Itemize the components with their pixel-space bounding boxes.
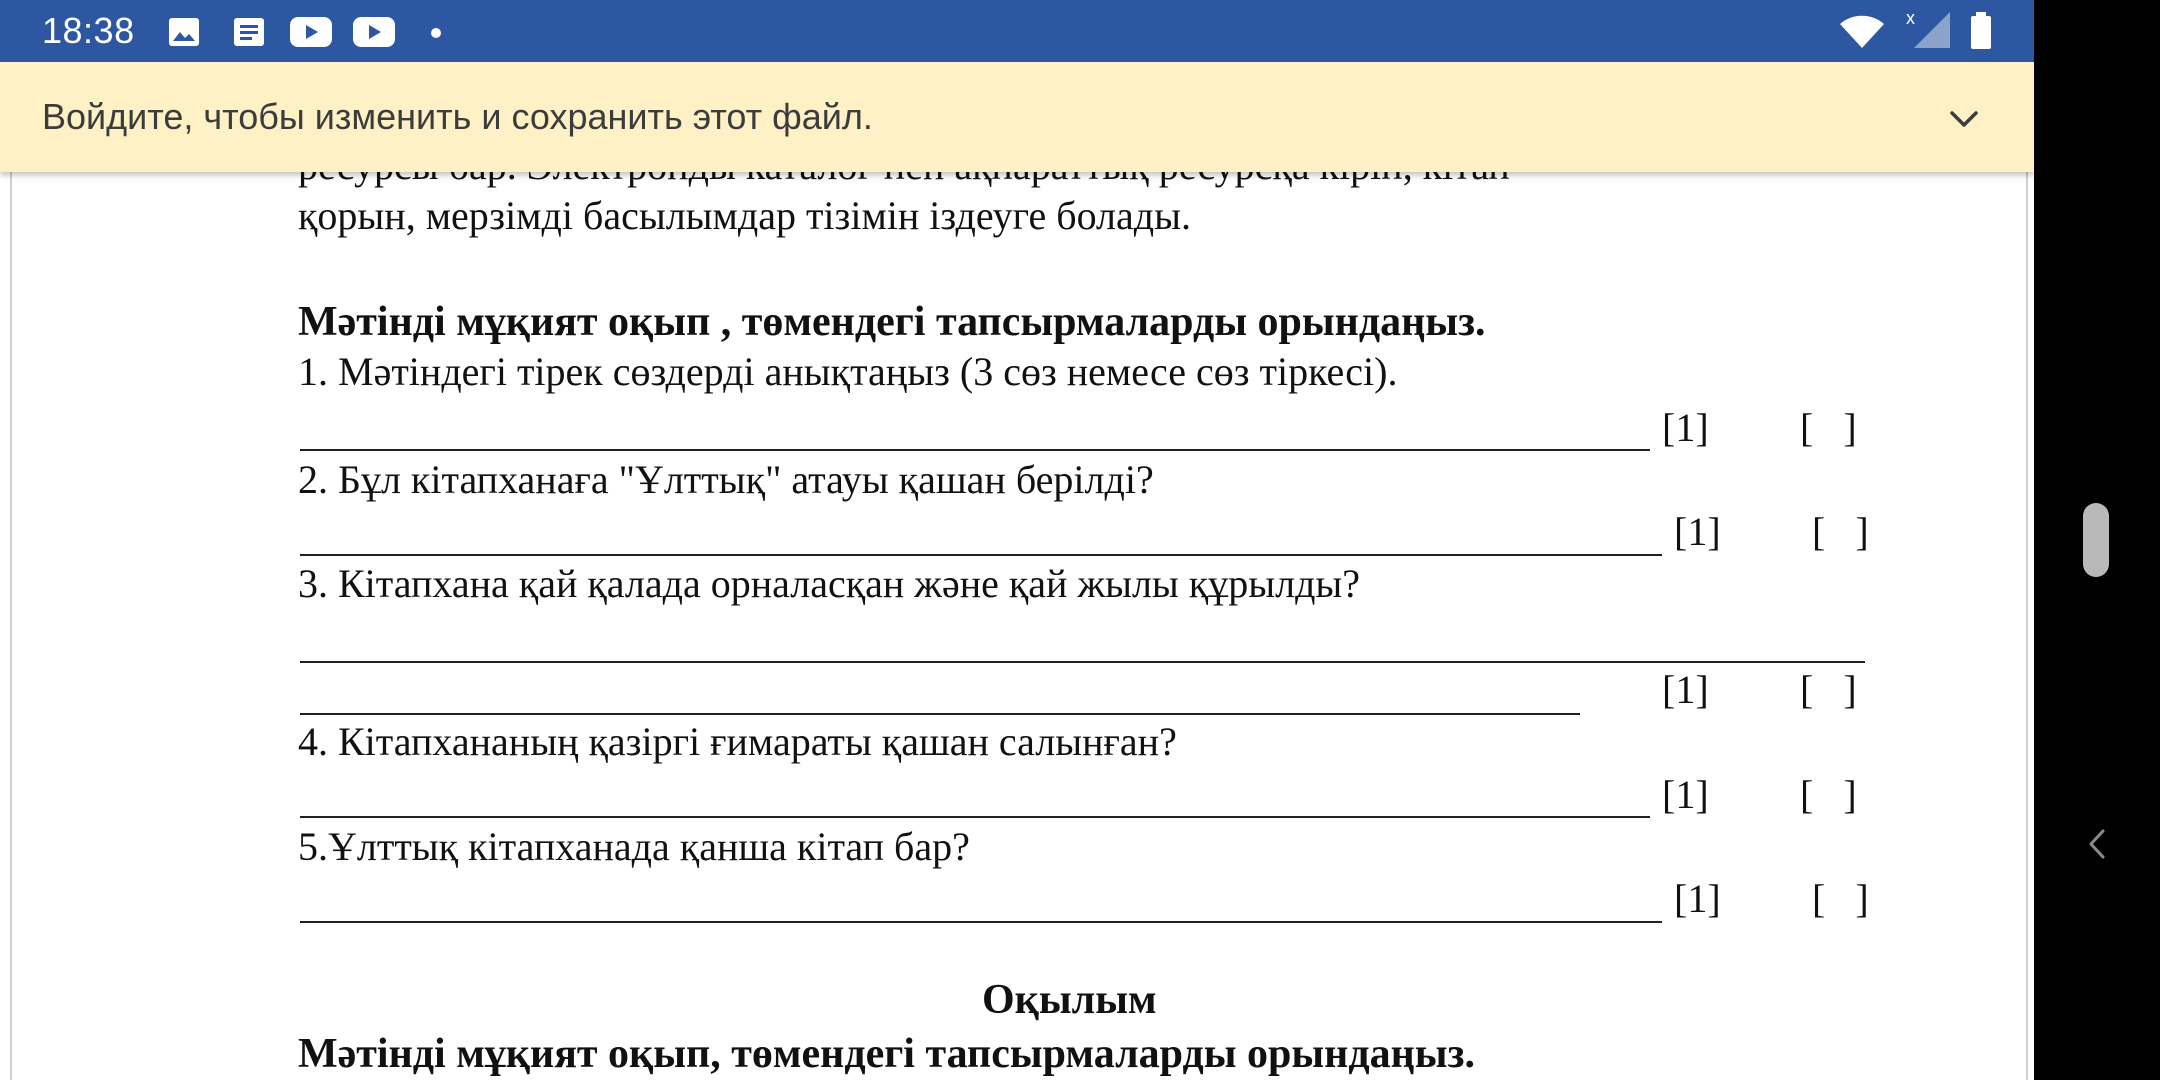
mark-label: [1] xyxy=(1674,876,1721,921)
dot-icon xyxy=(430,26,442,44)
mark-label: [1] xyxy=(1662,772,1709,817)
svg-text:x: x xyxy=(1906,8,1915,28)
youtube-icon xyxy=(353,17,395,52)
score-box: [ ] xyxy=(1800,772,1857,817)
youtube-icon xyxy=(290,17,332,52)
question-4: 4. Кітапхананың қазіргі ғимараты қашан салынған? xyxy=(298,719,1177,764)
chevron-down-icon[interactable] xyxy=(1944,99,1984,139)
score-box: [ ] xyxy=(1812,509,1869,554)
answer-line[interactable] xyxy=(300,921,1662,923)
chevron-left-icon[interactable] xyxy=(2088,828,2106,865)
answer-line[interactable] xyxy=(300,449,1650,451)
sign-in-banner[interactable] xyxy=(0,62,2034,172)
instruction-heading: Мәтінді мұқият оқып , төмендегі тапсырмаларды орындаңыз. xyxy=(298,299,1486,345)
section-title: Оқылым xyxy=(982,977,1157,1023)
mark-label: [1] xyxy=(1674,509,1721,554)
section-instruction: Мәтінді мұқият оқып, төмендегі тапсырмаларды орындаңыз. xyxy=(298,1031,1475,1077)
score-box: [ ] xyxy=(1800,667,1857,712)
wifi-icon xyxy=(1838,14,1886,55)
status-bar xyxy=(0,0,2034,62)
answer-line[interactable] xyxy=(300,713,1580,715)
question-2: 2. Бұл кітапханаға "Ұлттық" атауы қашан берілді? xyxy=(298,457,1154,502)
paragraph-end: қорын, мерзімді басылымдар тізімін іздеуге болады. xyxy=(298,193,1191,238)
mark-label: [1] xyxy=(1662,667,1709,712)
status-time: 18:38 xyxy=(42,10,135,51)
question-1: 1. Мәтіндегі тірек сөздерді анықтаңыз (3 сөз немесе сөз тіркесі). xyxy=(298,349,1398,394)
signal-icon xyxy=(1904,8,1954,55)
battery-icon xyxy=(1970,12,1992,55)
banner-text: Войдите, чтобы изменить и сохранить этот файл. xyxy=(42,96,873,137)
answer-line[interactable] xyxy=(300,554,1662,556)
question-3: 3. Кітапхана қай қалада орналасқан және қай жылы құрылды? xyxy=(298,561,1361,606)
question-5: 5.Ұлттық кітапханада қанша кітап бар? xyxy=(298,824,970,869)
answer-line[interactable] xyxy=(300,816,1650,818)
document-page[interactable] xyxy=(10,120,2028,1080)
answer-line[interactable] xyxy=(300,661,1865,663)
document-icon xyxy=(233,17,265,52)
mark-label: [1] xyxy=(1662,405,1709,450)
image-icon xyxy=(168,17,200,52)
score-box: [ ] xyxy=(1800,405,1857,450)
scroll-thumb[interactable] xyxy=(2083,503,2109,577)
score-box: [ ] xyxy=(1812,876,1869,921)
